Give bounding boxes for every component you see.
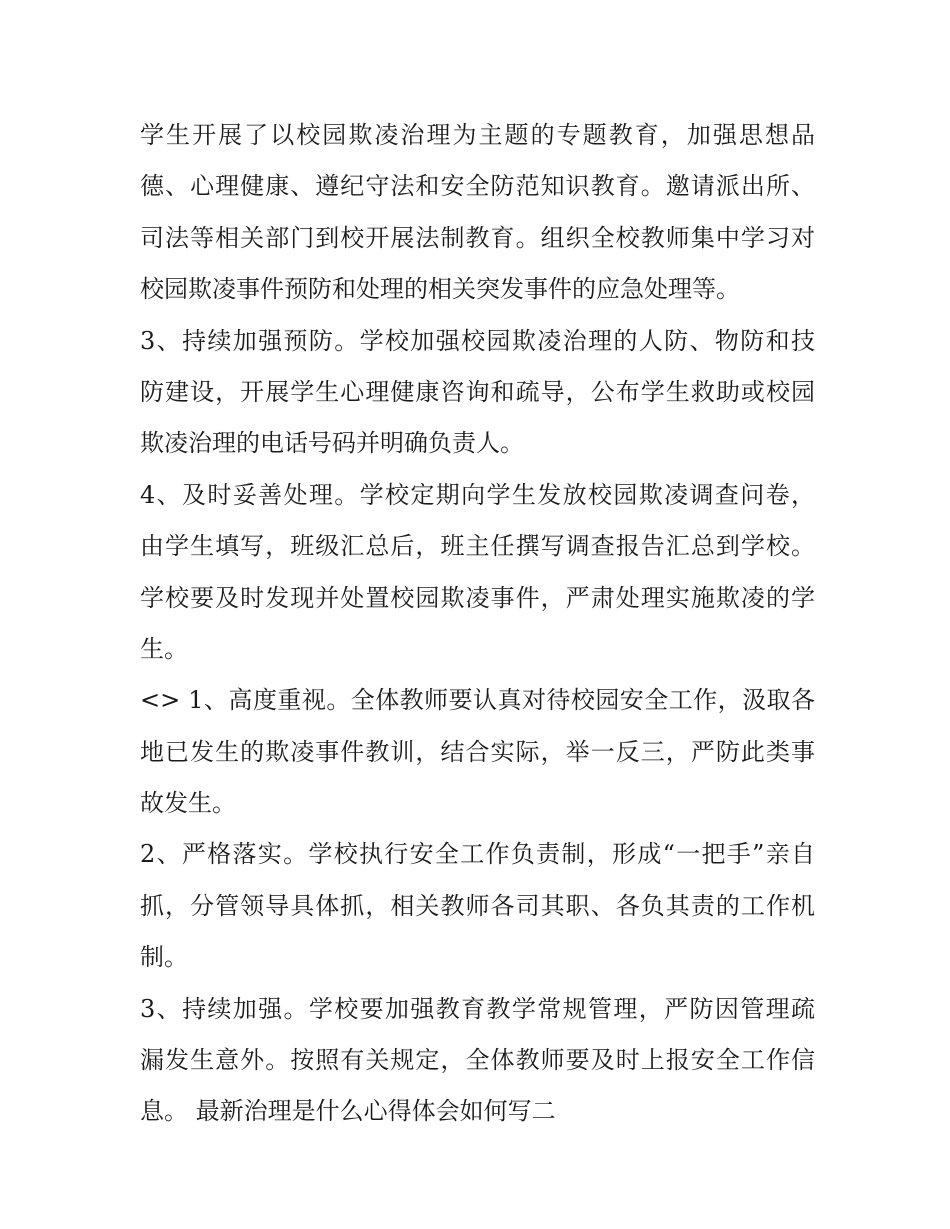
text-line: 息。 最新治理是什么心得体会如何写二 [140, 1097, 556, 1126]
text-line: 漏发生意外。按照有关规定，全体教师要及时上报安全工作信 [140, 1046, 815, 1075]
text-line: 司法等相关部门到校开展法制教育。组织全校教师集中学习对 [140, 223, 815, 252]
text-line: 制。 [140, 943, 188, 972]
text-line: 欺凌治理的电话号码并明确负责人。 [140, 429, 524, 458]
text-line: 3、持续加强预防。学校加强校园欺凌治理的人防、物防和技 [140, 326, 815, 355]
text-line: 抓，分管领导具体抓，相关教师各司其职、各负其责的工作机 [140, 891, 815, 920]
text-line: <> 1、高度重视。全体教师要认真对待校园安全工作，汲取各 [140, 686, 815, 715]
text-line: 防建设，开展学生心理健康咨询和疏导，公布学生救助或校园 [140, 377, 815, 406]
text-line: 由学生填写，班级汇总后，班主任撰写调查报告汇总到学校。 [140, 532, 815, 561]
text-line: 校园欺凌事件预防和处理的相关突发事件的应急处理等。 [140, 275, 740, 304]
text-line: 地已发生的欺凌事件教训，结合实际，举一反三，严防此类事 [140, 737, 815, 766]
text-line: 4、及时妥善处理。学校定期向学生发放校园欺凌调查问卷， [140, 480, 815, 509]
text-line: 3、持续加强。学校要加强教育教学常规管理，严防因管理疏 [140, 994, 815, 1023]
text-line: 故发生。 [140, 789, 236, 818]
document-body [140, 110, 815, 1138]
text-line: 学校要及时发现并处置校园欺凌事件，严肃处理实施欺凌的学 [140, 583, 815, 612]
text-line: 2、严格落实。学校执行安全工作负责制，形成“一把手”亲自 [140, 840, 815, 869]
text-line: 德、心理健康、遵纪守法和安全防范知识教育。邀请派出所、 [140, 172, 815, 201]
text-line: 学生开展了以校园欺凌治理为主题的专题教育，加强思想品 [140, 121, 815, 149]
text-line: 生。 [140, 634, 188, 663]
